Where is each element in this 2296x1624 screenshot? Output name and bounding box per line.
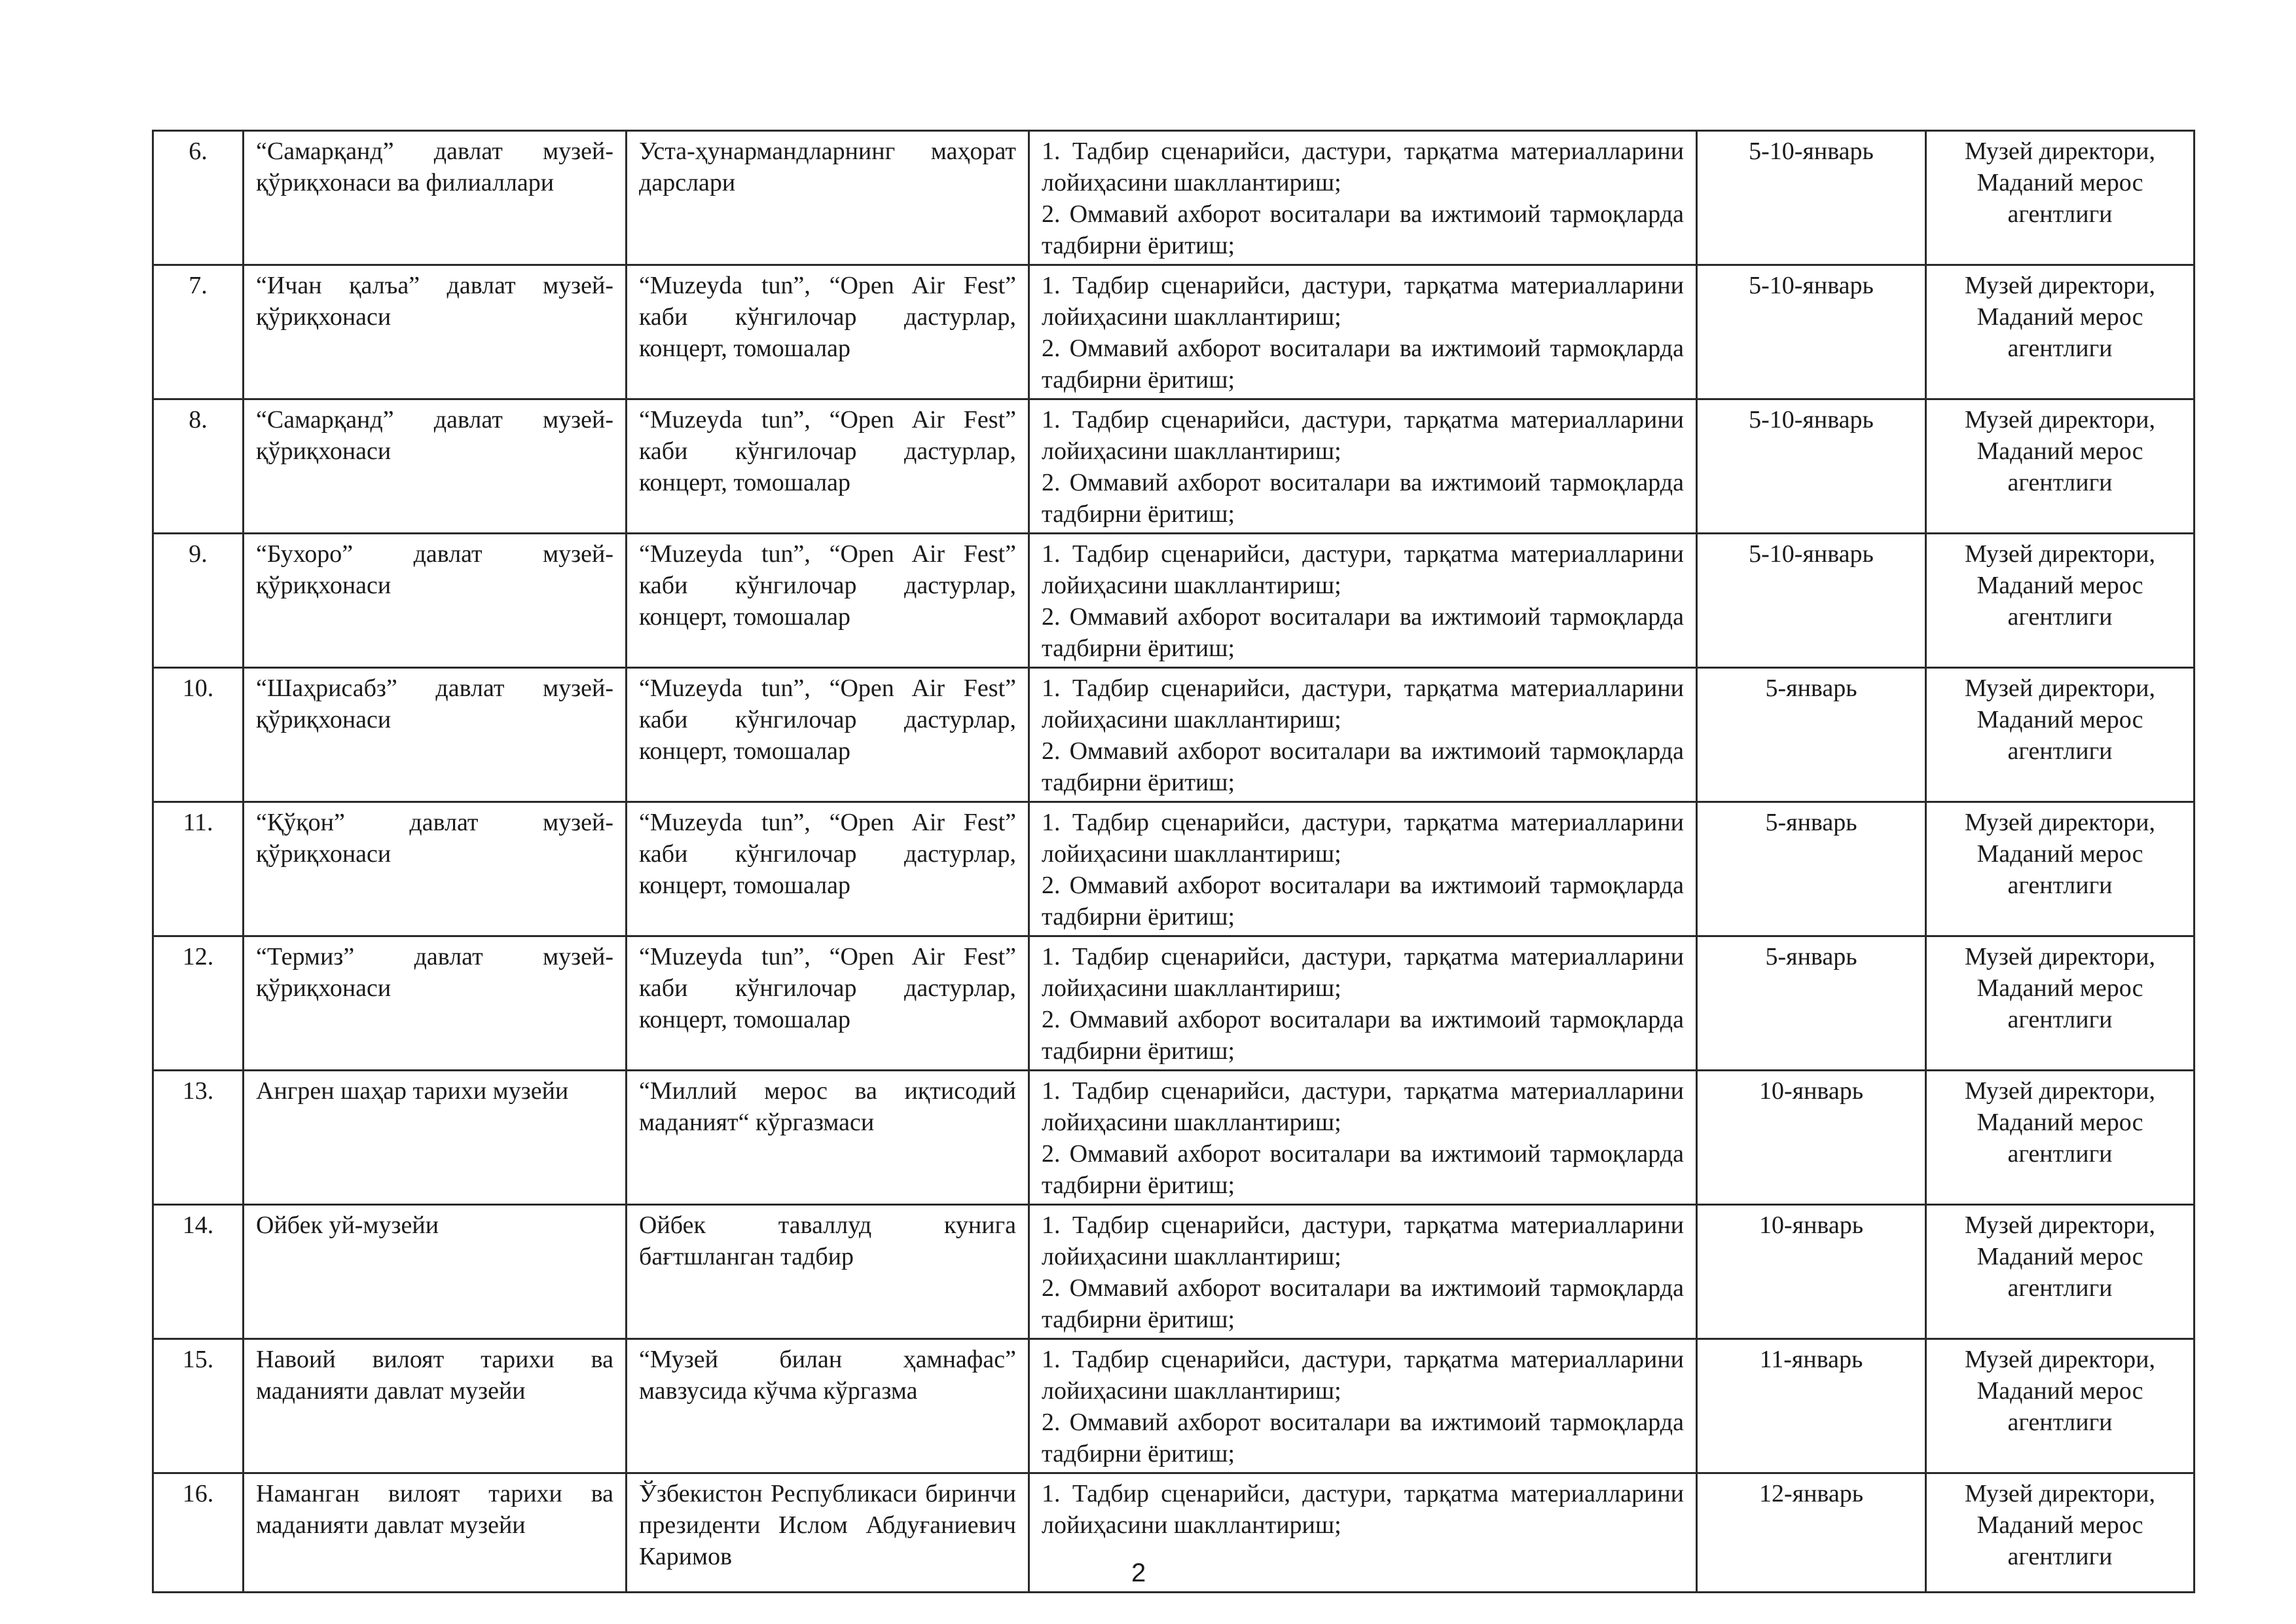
task-item: 2. Оммавий ахборот воситалари ва ижтимоий тармоқларда тадбирни ёритиш;: [1042, 335, 1684, 394]
responsible-cell: Музей директори, Маданий мерос агентлиги: [1926, 265, 2195, 399]
event-cell: “Muzeyda tun”, “Open Air Fest” каби кўнгилочар дастурлар, концерт, томошалар: [627, 668, 1029, 802]
table-row: [153, 399, 2195, 534]
responsible-cell: Музей директори, Маданий мерос агентлиги: [1926, 1339, 2195, 1473]
date-cell: 12-январь: [1697, 1473, 1926, 1593]
row-number-cell: 6.: [153, 131, 244, 265]
museum-cell: “Қўқон” давлат музей-қўриқхонаси: [244, 802, 627, 936]
event-cell: “Миллий мерос ва иқтисодий маданият“ кўргазмаси: [627, 1071, 1029, 1205]
row-number-cell: 16.: [153, 1473, 244, 1593]
task-item: 2. Оммавий ахборот воситалари ва ижтимоий тармоқларда тадбирни ёритиш;: [1042, 737, 1684, 796]
task-item: 1. Тадбир сценарийси, дастури, тарқатма материалларини лойиҳасини шакллантириш;: [1042, 1346, 1684, 1405]
row-number-cell: 9.: [153, 534, 244, 668]
task-item: 2. Оммавий ахборот воситалари ва ижтимоий тармоқларда тадбирни ёритиш;: [1042, 1274, 1684, 1333]
date-cell: 10-январь: [1697, 1071, 1926, 1205]
museum-cell: Ойбек уй-музейи: [244, 1205, 627, 1339]
row-number-cell: 13.: [153, 1071, 244, 1205]
event-cell: “Музей билан ҳамнафас” мавзусида кўчма кўргазма: [627, 1339, 1029, 1473]
task-item: 1. Тадбир сценарийси, дастури, тарқатма материалларини лойиҳасини шакллантириш;: [1042, 406, 1684, 465]
table-row: [153, 265, 2195, 399]
date-cell: 5-январь: [1697, 936, 1926, 1071]
row-number-cell: 15.: [153, 1339, 244, 1473]
museum-cell: “Самарқанд” давлат музей-қўриқхонаси ва филиаллари: [244, 131, 627, 265]
responsible-cell: Музей директори, Маданий мерос агентлиги: [1926, 1473, 2195, 1593]
date-cell: 5-январь: [1697, 668, 1926, 802]
task-item: 1. Тадбир сценарийси, дастури, тарқатма материалларини лойиҳасини шакллантириш;: [1042, 1480, 1684, 1539]
task-item: 2. Оммавий ахборот воситалари ва ижтимоий тармоқларда тадбирни ёритиш;: [1042, 469, 1684, 528]
tasks-cell: [1029, 1473, 1697, 1593]
date-cell: 5-январь: [1697, 802, 1926, 936]
table-row: [153, 668, 2195, 802]
event-cell: “Muzeyda tun”, “Open Air Fest” каби кўнгилочар дастурлар, концерт, томошалар: [627, 399, 1029, 534]
museum-cell: “Термиз” давлат музей-қўриқхонаси: [244, 936, 627, 1071]
row-number-cell: 10.: [153, 668, 244, 802]
row-number-cell: 7.: [153, 265, 244, 399]
date-cell: 11-январь: [1697, 1339, 1926, 1473]
table-row: [153, 1205, 2195, 1339]
museum-cell: Ангрен шаҳар тарихи музейи: [244, 1071, 627, 1205]
museum-cell: “Самарқанд” давлат музей-қўриқхонаси: [244, 399, 627, 534]
museum-cell: “Бухоро” давлат музей-қўриқхонаси: [244, 534, 627, 668]
tasks-cell: [1029, 1071, 1697, 1205]
event-cell: Ўзбекистон Республикаси биринчи президенти Ислом Абдуғаниевич Каримов: [627, 1473, 1029, 1593]
task-item: 1. Тадбир сценарийси, дастури, тарқатма материалларини лойиҳасини шакллантириш;: [1042, 138, 1684, 196]
date-cell: 5-10-январь: [1697, 534, 1926, 668]
event-cell: “Muzeyda tun”, “Open Air Fest” каби кўнгилочар дастурлар, концерт, томошалар: [627, 936, 1029, 1071]
table-row: [153, 1473, 2195, 1593]
event-cell: “Muzeyda tun”, “Open Air Fest” каби кўнгилочар дастурлар, концерт, томошалар: [627, 265, 1029, 399]
responsible-cell: Музей директори, Маданий мерос агентлиги: [1926, 534, 2195, 668]
museum-cell: Навоий вилоят тарихи ва маданияти давлат музейи: [244, 1339, 627, 1473]
task-item: 1. Тадбир сценарийси, дастури, тарқатма материалларини лойиҳасини шакллантириш;: [1042, 540, 1684, 599]
page-number: 2: [1131, 1559, 1146, 1587]
tasks-cell: [1029, 668, 1697, 802]
task-item: 1. Тадбир сценарийси, дастури, тарқатма материалларини лойиҳасини шакллантириш;: [1042, 943, 1684, 1002]
table-row: [153, 534, 2195, 668]
table-row: [153, 936, 2195, 1071]
museum-cell: “Ичан қалъа” давлат музей-қўриқхонаси: [244, 265, 627, 399]
event-cell: “Muzeyda tun”, “Open Air Fest” каби кўнгилочар дастурлар, концерт, томошалар: [627, 534, 1029, 668]
table-row: [153, 131, 2195, 265]
task-item: 1. Тадбир сценарийси, дастури, тарқатма материалларини лойиҳасини шакллантириш;: [1042, 674, 1684, 733]
responsible-cell: Музей директори, Маданий мерос агентлиги: [1926, 936, 2195, 1071]
museum-cell: Наманган вилоят тарихи ва маданияти давлат музейи: [244, 1473, 627, 1593]
date-cell: 5-10-январь: [1697, 265, 1926, 399]
responsible-cell: Музей директори, Маданий мерос агентлиги: [1926, 802, 2195, 936]
task-item: 1. Тадбир сценарийси, дастури, тарқатма материалларини лойиҳасини шакллантириш;: [1042, 1077, 1684, 1136]
task-item: 2. Оммавий ахборот воситалари ва ижтимоий тармоқларда тадбирни ёритиш;: [1042, 200, 1684, 259]
row-number-cell: 11.: [153, 802, 244, 936]
responsible-cell: Музей директори, Маданий мерос агентлиги: [1926, 399, 2195, 534]
responsible-cell: Музей директори, Маданий мерос агентлиги: [1926, 131, 2195, 265]
responsible-cell: Музей директори, Маданий мерос агентлиги: [1926, 668, 2195, 802]
task-item: 2. Оммавий ахборот воситалари ва ижтимоий тармоқларда тадбирни ёритиш;: [1042, 603, 1684, 662]
event-cell: Уста-ҳунармандларнинг маҳорат дарслари: [627, 131, 1029, 265]
tasks-cell: [1029, 802, 1697, 936]
event-cell: Ойбек таваллуд кунига бағтшланган тадбир: [627, 1205, 1029, 1339]
event-cell: “Muzeyda tun”, “Open Air Fest” каби кўнгилочар дастурлар, концерт, томошалар: [627, 802, 1029, 936]
task-item: 1. Тадбир сценарийси, дастури, тарқатма материалларини лойиҳасини шакллантириш;: [1042, 272, 1684, 331]
events-table: [152, 130, 2195, 1593]
museum-cell: “Шаҳрисабз” давлат музей-қўриқхонаси: [244, 668, 627, 802]
tasks-cell: [1029, 265, 1697, 399]
responsible-cell: Музей директори, Маданий мерос агентлиги: [1926, 1205, 2195, 1339]
tasks-cell: [1029, 1205, 1697, 1339]
table-row: [153, 1339, 2195, 1473]
tasks-cell: [1029, 534, 1697, 668]
task-item: 2. Оммавий ахборот воситалари ва ижтимоий тармоқларда тадбирни ёритиш;: [1042, 872, 1684, 931]
table-row: [153, 1071, 2195, 1205]
events-table-body: [153, 131, 2195, 1593]
tasks-cell: [1029, 1339, 1697, 1473]
date-cell: 5-10-январь: [1697, 399, 1926, 534]
task-item: 1. Тадбир сценарийси, дастури, тарқатма материалларини лойиҳасини шакллантириш;: [1042, 809, 1684, 868]
table-row: [153, 802, 2195, 936]
tasks-cell: [1029, 936, 1697, 1071]
date-cell: 5-10-январь: [1697, 131, 1926, 265]
row-number-cell: 8.: [153, 399, 244, 534]
row-number-cell: 12.: [153, 936, 244, 1071]
tasks-cell: [1029, 399, 1697, 534]
task-item: 1. Тадбир сценарийси, дастури, тарқатма материалларини лойиҳасини шакллантириш;: [1042, 1211, 1684, 1270]
task-item: 2. Оммавий ахборот воситалари ва ижтимоий тармоқларда тадбирни ёритиш;: [1042, 1140, 1684, 1199]
responsible-cell: Музей директори, Маданий мерос агентлиги: [1926, 1071, 2195, 1205]
task-item: 2. Оммавий ахборот воситалари ва ижтимоий тармоқларда тадбирни ёритиш;: [1042, 1409, 1684, 1467]
task-item: 2. Оммавий ахборот воситалари ва ижтимоий тармоқларда тадбирни ёритиш;: [1042, 1006, 1684, 1065]
row-number-cell: 14.: [153, 1205, 244, 1339]
tasks-cell: [1029, 131, 1697, 265]
date-cell: 10-январь: [1697, 1205, 1926, 1339]
